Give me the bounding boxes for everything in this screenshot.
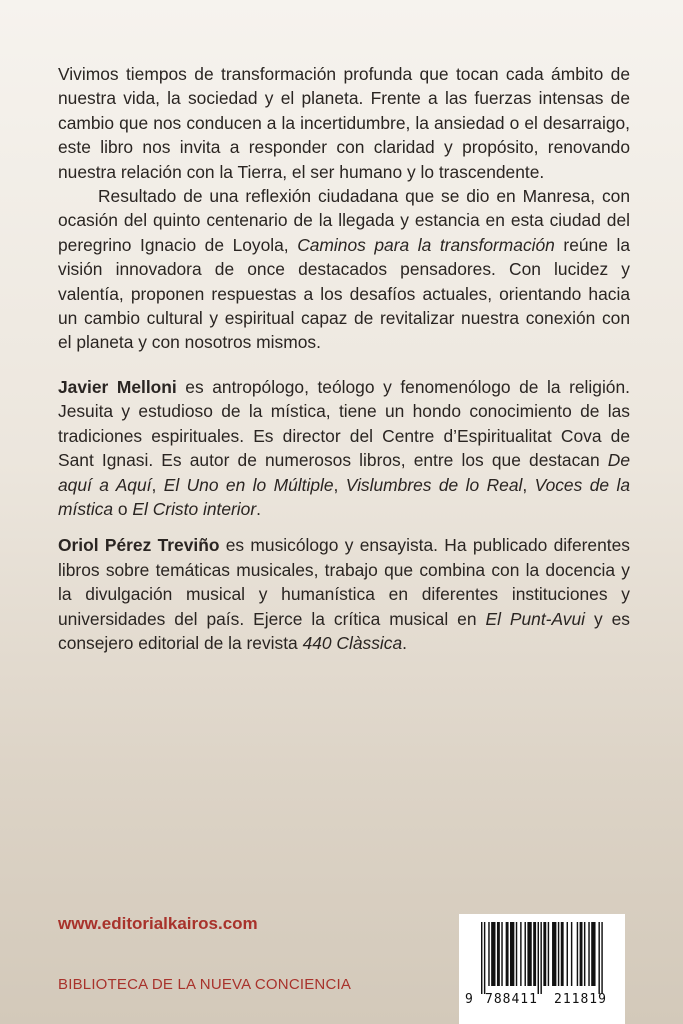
- barcode-bar: [601, 922, 602, 994]
- barcode-bar: [510, 922, 514, 986]
- barcode-bar: [533, 922, 536, 986]
- barcode-bar: [484, 922, 485, 994]
- barcode-bar: [598, 922, 599, 994]
- barcode-bar: [552, 922, 556, 986]
- barcode-bar: [491, 922, 495, 986]
- barcode-bar: [584, 922, 585, 986]
- barcode-bar: [548, 922, 549, 986]
- barcode-bar: [520, 922, 521, 986]
- author-name: Oriol Pérez Treviño: [58, 535, 220, 556]
- barcode-bar: [577, 922, 578, 986]
- barcode-bar: [580, 922, 583, 986]
- barcode-bar: [497, 922, 500, 986]
- collection-name: BIBLIOTECA DE LA NUEVA CONCIENCIA: [58, 976, 352, 993]
- barcode-bar: [567, 922, 568, 986]
- barcode-bar: [591, 922, 595, 986]
- author-bio-melloni: Javier Melloni es antropólogo, teólogo y fenomenólogo de la religión. Jesuita y estudioso de la mística, tiene un hondo conocimiento de las tradiciones espirituales. Es director del Centre d’Espiritualitat Cova de Sant Ignasi. Es autor de numerosos libros, entre los que destacan De aquí a Aquí, El Uno en lo Múltiple, Vislumbres de lo Real, Voces de la mística o El Cristo interior.: [58, 376, 630, 519]
- blurb-paragraph-1: Vivimos tiempos de transformación profunda que tocan cada ámbito de nuestra vida, la sociedad y el planeta. Frente a las fuerzas intensas de cambio que nos conducen a la incertidumbre, la ansiedad o el desarraigo, este libro nos invita a responder con claridad y propósito, renovando nuestra relación con la Tierra, el ser humano y lo trascendente.: [58, 64, 630, 182]
- barcode-bar: [561, 922, 564, 986]
- back-cover-text: [58, 62, 630, 655]
- barcode-bar: [538, 922, 539, 994]
- blurb-paragraph-2: Resultado de una reflexión ciudadana que se dio en Manresa, con ocasión del quinto centenario de la llegada y estancia en esta ciudad del peregrino Ignacio de Loyola, Caminos para la transformación reúne la visión innovadora de once destacados pensadores. Con lucidez y valentía, proponen respuestas a los desafíos actuales, orientando hacia un cambio cultural y espiritual capaz de revitalizar nuestra conexión con el planeta y con nosotros mismos.: [58, 186, 630, 353]
- barcode-bar: [571, 922, 572, 986]
- publisher-website[interactable]: www.editorialkairos.com: [58, 914, 258, 933]
- barcode-bar: [558, 922, 559, 986]
- barcode-bar: [540, 922, 541, 994]
- barcode-bar: [543, 922, 546, 986]
- barcode-bar: [481, 922, 482, 994]
- barcode-bar: [527, 922, 531, 986]
- author-name: Javier Melloni: [58, 376, 177, 397]
- barcode-bar: [525, 922, 526, 986]
- author-bio-perez: Oriol Pérez Treviño es musicólogo y ensayista. Ha publicado diferentes libros sobre temáticas musicales, trabajo que combina con la docencia y la divulgación musical y humanística en diferentes instituciones y universidades del país. Ejerce la crítica musical en El Punt-Avui y es consejero editorial de la revista 440 Clàssica.: [58, 535, 630, 653]
- book-title: Caminos para la transformación: [297, 234, 555, 255]
- barcode-bar: [488, 922, 489, 986]
- barcode-bar: [506, 922, 509, 986]
- barcode-bar: [516, 922, 517, 986]
- barcode-bar: [588, 922, 589, 986]
- barcode-bars: [479, 922, 607, 994]
- barcode-bar: [501, 922, 502, 986]
- isbn-barcode: 9 788411 211819: [459, 914, 625, 1024]
